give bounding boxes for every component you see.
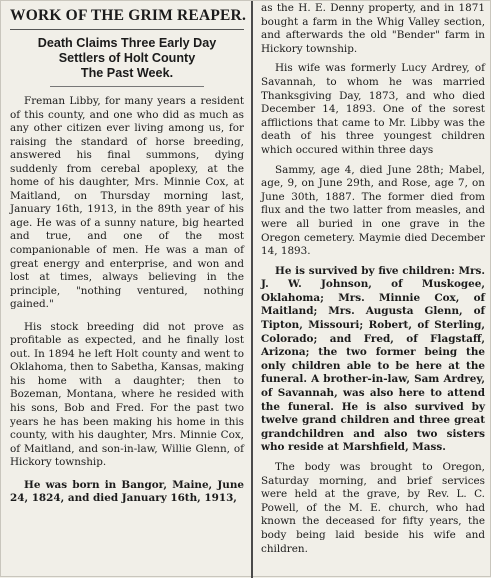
article-paragraph: The body was brought to Oregon, Saturday morning, and brief services were held at the grave, by Rev. L. C. Powell, of the M. E. church, who had known the deceased for fifty years, the body being laid beside his wife and children. <box>261 461 485 555</box>
subheadline-line: Settlers of Holt County <box>58 51 196 65</box>
headline: WORK OF THE GRIM REAPER. <box>10 7 247 24</box>
column-divider <box>251 1 253 578</box>
article-paragraph: He was born in Bangor, Maine, June 24, 1824, and died January 16th, 1913, <box>10 478 244 505</box>
headline-rule <box>10 29 244 30</box>
article-paragraph: He is survived by five children: Mrs. J. W. Johnson, of Muskogee, Oklahoma; Mrs. Minnie Cox, of Maitland; Mrs. Augusta Glenn, of Tipton, Missouri; Robert, of Sterling, Colorado; and Fred, of Flagstaff, Arizona; the two former being the only children able to be here at the funeral. A brother-in-law, Sam Ardrey, of Savannah, was also here to attend the funeral. He is also survived by twelve grand children and three great grandchildren and also two sisters who reside at Marshfield, Mass. <box>261 264 485 454</box>
article-paragraph: His wife was formerly Lucy Ardrey, of Savannah, to whom he was married Thanksgiving Day, 1873, and who died December 14, 1893. One of the sorest afflictions that came to Mr. Libby was the death of his three youngest children which occured within three days <box>261 62 485 156</box>
subheadline-line: Death Claims Three Early Day <box>37 36 217 50</box>
subheadline-rule <box>50 86 204 87</box>
article-paragraph: Sammy, age 4, died June 28th; Mabel, age, 9, on June 29th, and Rose, age 7, on June 30th, 1887. The former died from flux and the two latter from measles, and were all buried in one grave in the Oregon cemetery. Maymie died December 14, 1893. <box>261 163 485 258</box>
right-column <box>256 1 489 562</box>
article-paragraph: Freman Libby, for many years a resident of this county, and one who did as much as any other citizen ever living among us, for raising the standard of horse breeding, answered his final summons, dying suddenly from cerebal apoplexy, at the home of his daughter, Mrs. Minnie Cox, at Maitland, on Thursday morning last, January 16th, 1913, in the 89th year of his age. He was of a sunny nature, big hearted and true, and one of the most companionable of men. He was a man of great energy and enterprise, and won and lost at times, always believing in the principle, "nothing ventured, nothing gained." <box>10 95 244 311</box>
article-paragraph: His stock breeding did not prove as profitable as expected, and he finally lost out. In 1894 he left Holt county and went to Oklahoma, then to Sabetha, Kansas, making his home with a daughter; then to Bozeman, Montana, where he resided with his sons, Bob and Fred. For the past two years he has been making his home in this county, with his daughter, Mrs. Minnie Cox, of Maitland, and son-in-law, Willie Glenn, of Hickory township. <box>10 320 244 469</box>
subheadline-line: The Past Week. <box>80 66 174 80</box>
left-column <box>3 1 249 515</box>
subheadline <box>10 36 244 81</box>
article-paragraph: as the H. E. Denny property, and in 1871 bought a farm in the Whig Valley section, and afterwards the old "Bender" farm in Hickory township. <box>261 2 485 55</box>
